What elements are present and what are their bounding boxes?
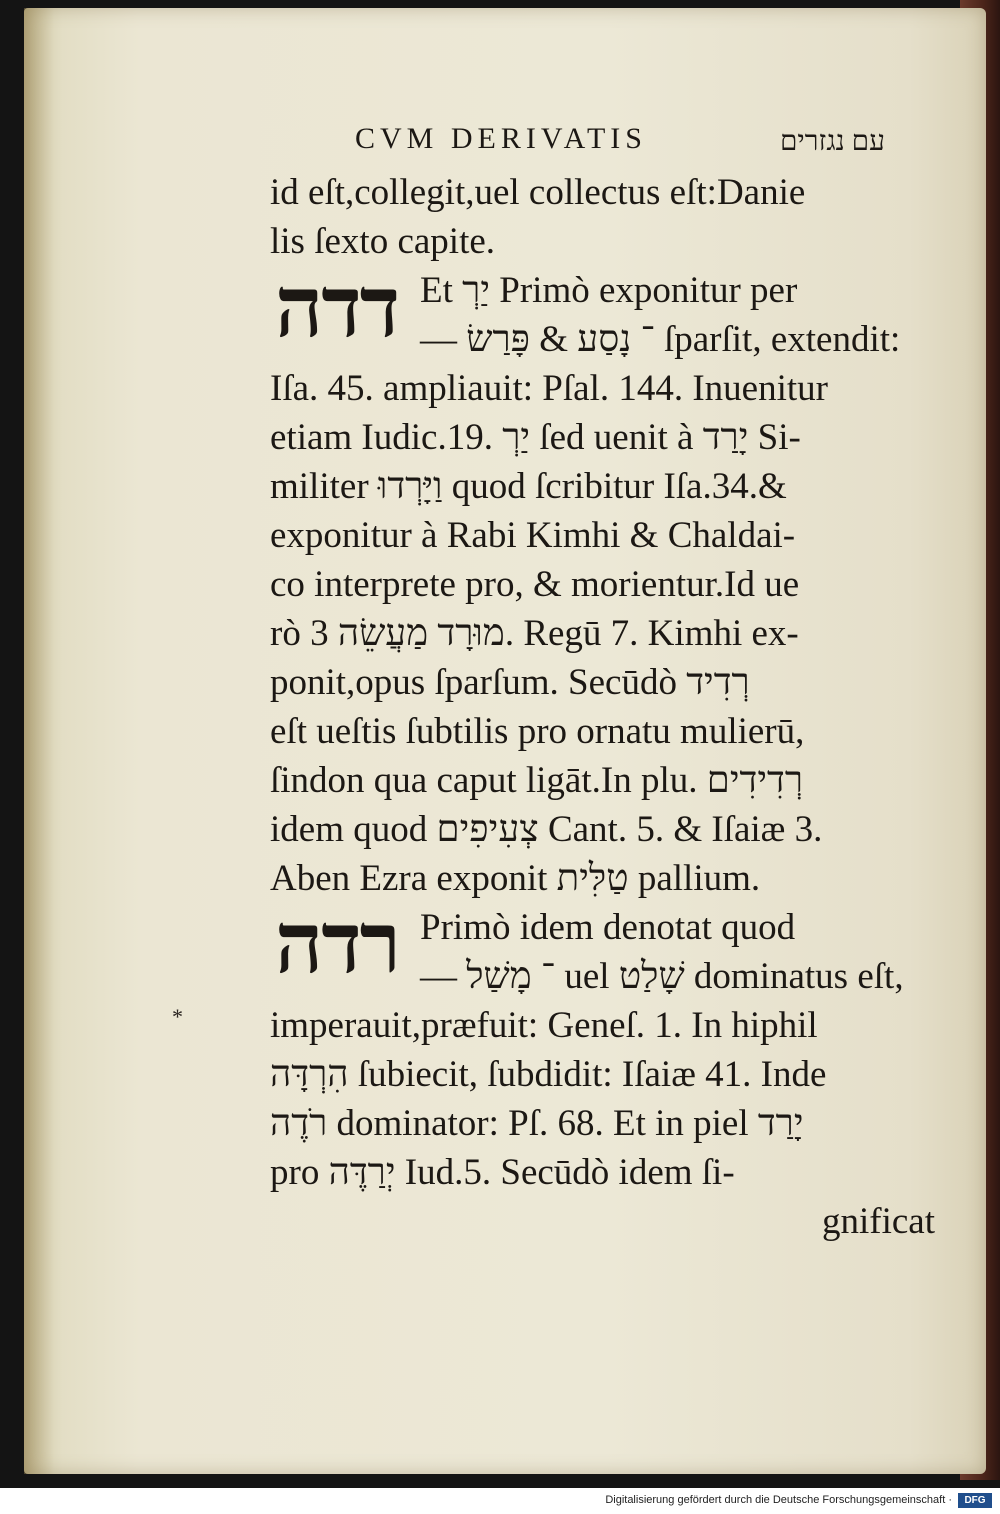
text-line: etiam Iudic.19. יַרְ ſed uenit à יָרַד Si‑ — [270, 417, 801, 458]
footer-credit: Digitalisierung gefördert durch die Deutsche Forschungsgemeinschaft · — [605, 1494, 952, 1506]
running-head-latin: CVM DERIVATIS — [355, 122, 647, 155]
text-line: militer וַיָּרְדוּ quod ſcribitur Iſa.34.& — [270, 466, 787, 507]
text-line: ſindon qua caput ligāt.In plu. רְדִידִים — [270, 760, 803, 801]
page-gutter-shadow — [24, 8, 54, 1474]
text-line: co interprete pro, & morientur.Id ue — [270, 564, 800, 605]
body-text — [270, 168, 935, 1246]
text-line: exponitur à Rabi Kimhi & Chaldai‑ — [270, 515, 796, 556]
text-line: ponit,opus ſparſum. Secūdò רְדִיד — [270, 662, 750, 703]
running-head-hebrew: עם נגזרים — [779, 126, 885, 157]
text-line: — ־ מָשַׁל uel שָׁלַט dominatus eſt, — [420, 956, 904, 997]
text-line: Et יַרְ Primò exponitur per — [420, 270, 798, 311]
text-line: rò מוּרָד מַעֲשֵׂה 3. Regū 7. Kimhi ex‑ — [270, 613, 799, 654]
running-head — [355, 118, 895, 168]
text-line: רֹדֶה dominator: Pſ. 68. Et in piel יָרַד — [270, 1103, 804, 1144]
text-line: Iſa. 45. ampliauit: Pſal. 144. Inuenitur — [270, 368, 828, 409]
text-line: הִרְדָּה ſubiecit, ſubdidit: Iſaiæ 41. Inde — [270, 1054, 827, 1095]
text-line: eſt ueſtis ſubtilis pro ornatu mulierū, — [270, 711, 805, 752]
dfg-logo-icon: DFG — [958, 1493, 992, 1508]
digitization-footer — [0, 1488, 1000, 1514]
catchword: gnificat — [821, 1201, 935, 1242]
text-line: lis ſexto capite. — [270, 221, 496, 262]
margin-asterisk: * — [172, 1004, 183, 1029]
text-line: pro יְרַדֶּה Iud.5. Secūdò idem ſi‑ — [270, 1152, 735, 1193]
text-line: Aben Ezra exponit טַלִּית pallium. — [270, 858, 761, 899]
text-line: imperauit,præfuit: Geneſ. 1. In hiphil — [270, 1005, 818, 1046]
headword-1: דדה — [275, 262, 399, 355]
text-line: — ־ נָסַע & פָּרַשׂ ſparſit, extendit: — [420, 319, 901, 360]
text-line: Primò idem denotat quod — [420, 907, 796, 948]
headword-2: רדה — [275, 898, 399, 991]
text-line: id eſt,collegit,uel collectus eſt:Danie — [270, 172, 806, 213]
text-line: idem quod צְעִיפִים Cant. 5. & Iſaiæ 3. — [270, 809, 823, 850]
